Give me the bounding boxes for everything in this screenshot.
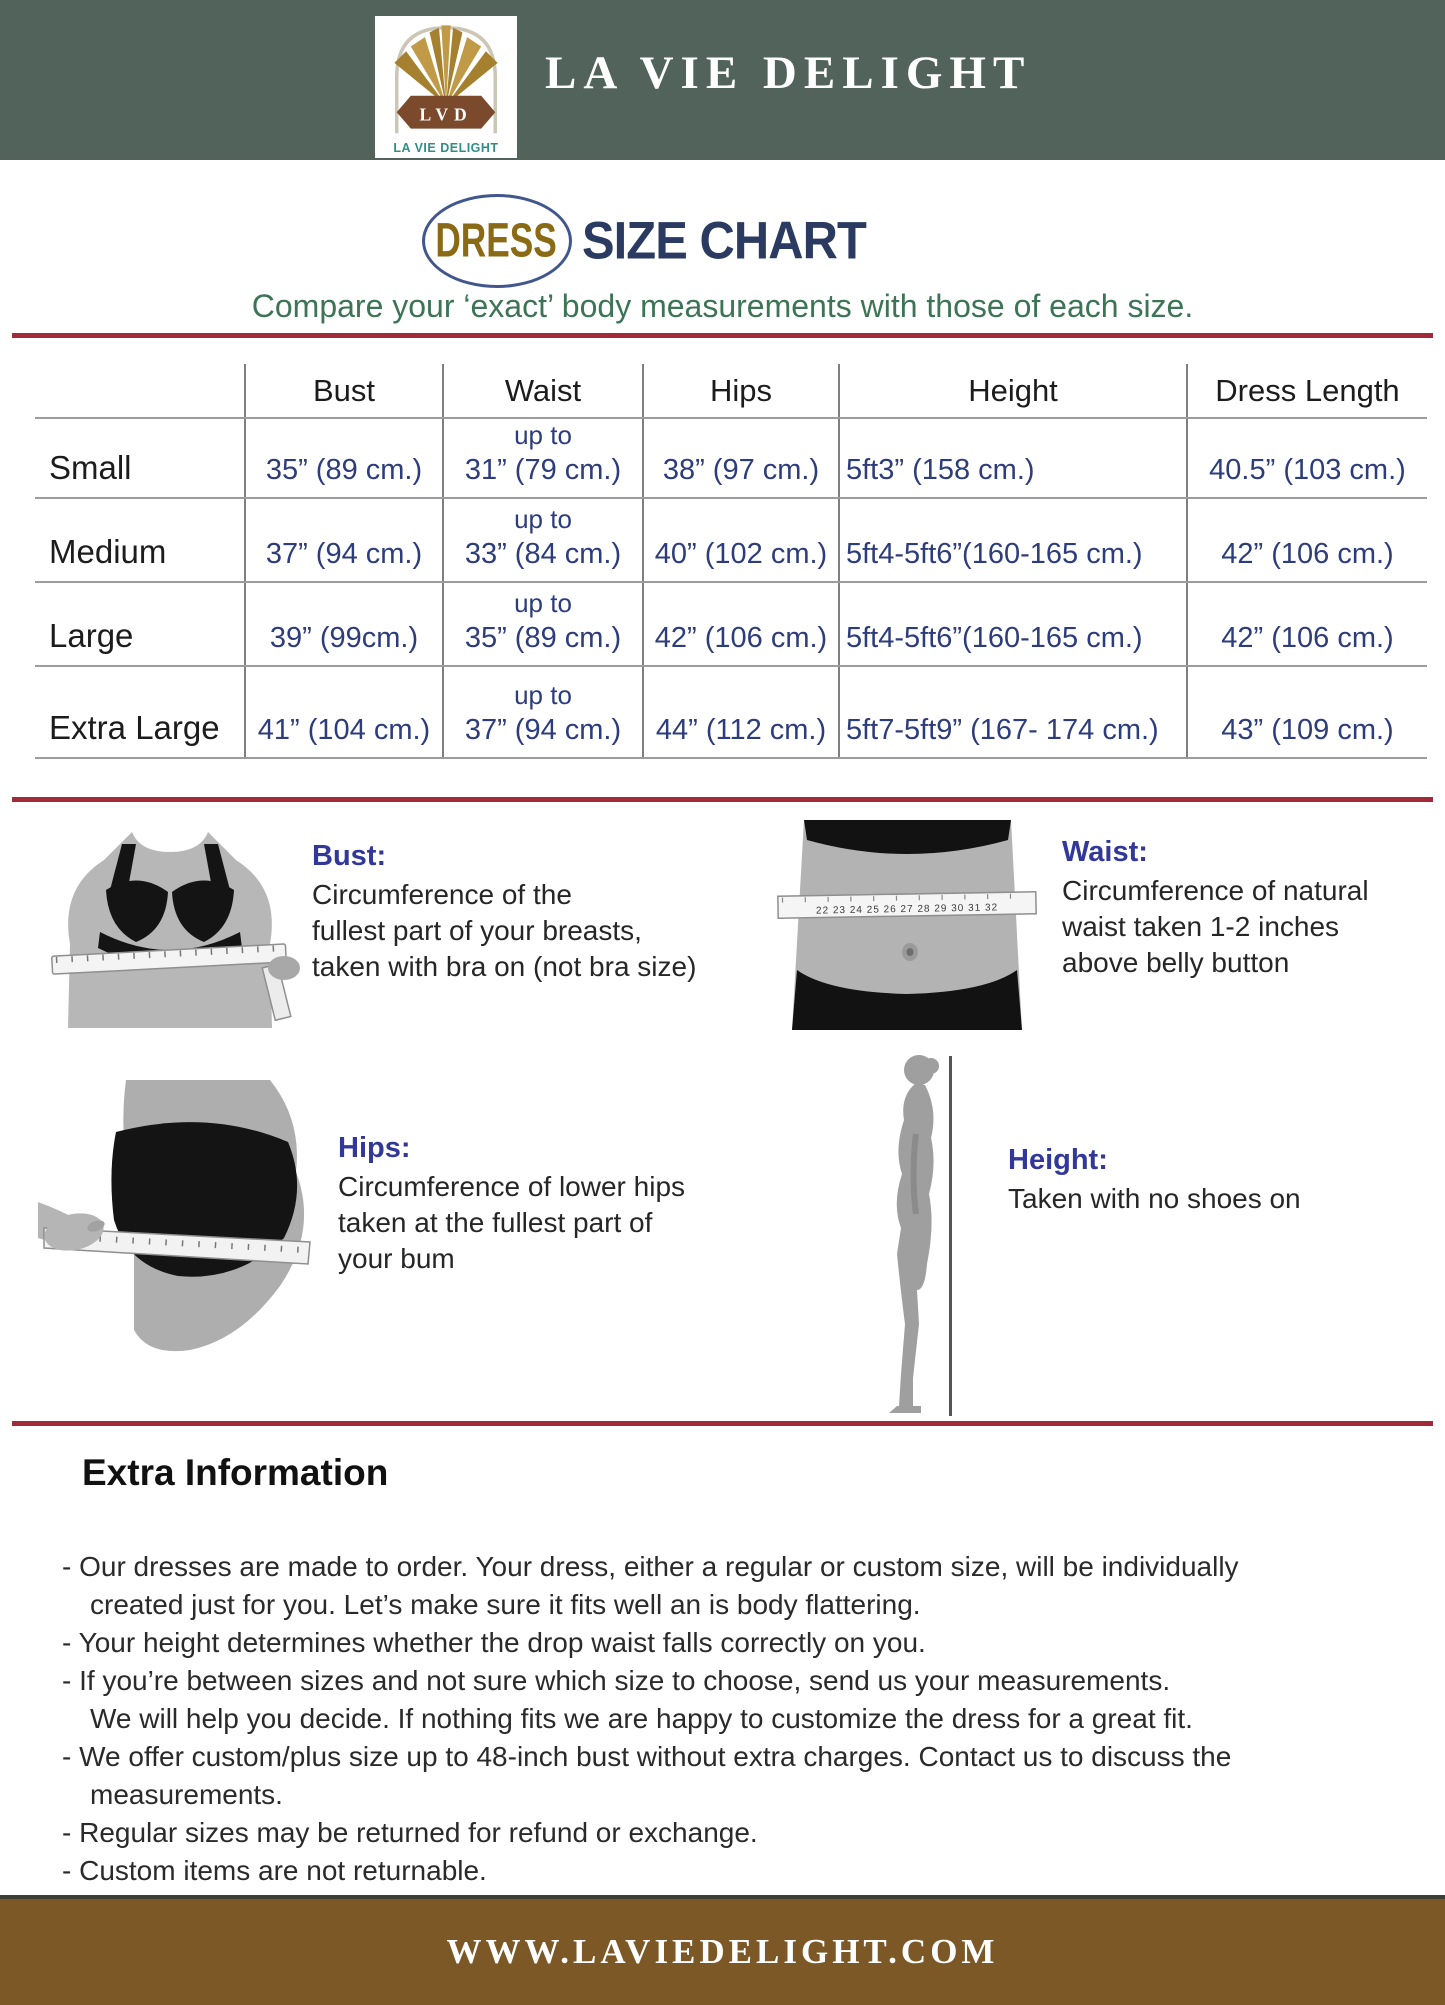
row-label-extra-large: Extra Large (35, 666, 245, 758)
medium-hips: 40” (102 cm.) (643, 498, 839, 582)
large-dress-length: 42” (106 cm.) (1187, 582, 1427, 666)
logo-caption: LA VIE DELIGHT (393, 141, 499, 155)
table-row-small (35, 418, 1427, 498)
height-measure-line (949, 1056, 952, 1416)
table-row-large (35, 582, 1427, 666)
size-table-header-row (35, 364, 1427, 418)
dress-badge-label: DRESS (435, 213, 558, 268)
large-bust: 39” (99cm.) (245, 582, 443, 666)
waist-guide-line: above belly button (1062, 947, 1290, 978)
bust-illustration (40, 826, 302, 1028)
column-header-bust: Bust (245, 364, 443, 418)
extra-large-height: 5ft7-5ft9” (167- 174 cm.) (839, 666, 1187, 758)
medium-height: 5ft4-5ft6”(160-165 cm.) (839, 498, 1187, 582)
extra-info-list (62, 1548, 1412, 1890)
dress-badge (422, 194, 572, 288)
hips-guide-line: Circumference of lower hips (338, 1171, 686, 1202)
bust-guide (312, 840, 782, 985)
extra-large-waist-prefix: up to (514, 680, 572, 710)
bust-guide-label: Bust: (312, 840, 387, 872)
divider-rule-middle (12, 797, 1433, 802)
waist-guide-label: Waist: (1062, 836, 1148, 868)
large-waist-prefix: up to (514, 588, 572, 618)
height-illustration (872, 1052, 958, 1418)
hips-guide (338, 1132, 778, 1277)
extra-info-item: - Custom items are not returnable. (62, 1855, 487, 1886)
extra-info-item: - We offer custom/plus size up to 48-inch bust without extra charges. Contact us to discuss the (62, 1741, 1232, 1772)
medium-waist-value: 33” (84 cm.) (464, 538, 622, 570)
small-bust: 35” (89 cm.) (245, 418, 443, 498)
extra-large-waist (443, 666, 643, 758)
hips-guide-line: taken at the fullest part of (338, 1207, 653, 1238)
medium-dress-length: 42” (106 cm.) (1187, 498, 1427, 582)
size-chart-title: SIZE CHART (581, 211, 866, 271)
large-waist-value: 35” (89 cm.) (464, 622, 622, 654)
bust-guide-line: Circumference of the (312, 879, 572, 910)
large-height: 5ft4-5ft6”(160-165 cm.) (839, 582, 1187, 666)
extra-info-item: - Regular sizes may be returned for refund or exchange. (62, 1817, 758, 1848)
brand-name: LA VIE DELIGHT (545, 47, 1032, 99)
divider-rule-top (12, 333, 1433, 338)
medium-waist (443, 498, 643, 582)
footer (0, 1895, 1445, 2005)
size-table (35, 364, 1427, 759)
height-guide (1008, 1144, 1368, 1217)
small-dress-length: 40.5” (103 cm.) (1187, 418, 1427, 498)
waist-tape-numbers: 22 23 24 25 26 27 28 29 30 31 32 (815, 902, 999, 917)
column-header-dress-length: Dress Length (1187, 364, 1427, 418)
brand-header (0, 0, 1445, 160)
extra-info-item-continued: measurements. (90, 1779, 283, 1810)
bust-guide-line: taken with bra on (not bra size) (312, 951, 697, 982)
table-row-medium (35, 498, 1427, 582)
extra-info-item-continued: We will help you decide. If nothing fits we are happy to customize the dress for a great fit. (90, 1703, 1193, 1734)
waist-guide (1062, 836, 1432, 981)
column-header-waist: Waist (443, 364, 643, 418)
waist-illustration (770, 820, 1046, 1030)
extra-info-item: - Your height determines whether the drop waist falls correctly on you. (62, 1627, 926, 1658)
height-guide-label: Height: (1008, 1144, 1108, 1176)
extra-info-heading: Extra Information (82, 1452, 389, 1493)
extra-large-dress-length: 43” (109 cm.) (1187, 666, 1427, 758)
medium-bust: 37” (94 cm.) (245, 498, 443, 582)
extra-large-hips: 44” (112 cm.) (643, 666, 839, 758)
table-row-extra-large (35, 666, 1427, 758)
waist-guide-line: waist taken 1-2 inches (1062, 911, 1340, 942)
logo-monogram: LVD (419, 104, 473, 125)
extra-large-bust: 41” (104 cm.) (245, 666, 443, 758)
row-label-medium: Medium (35, 498, 245, 582)
large-waist (443, 582, 643, 666)
row-label-large: Large (35, 582, 245, 666)
row-label-small: Small (35, 418, 245, 498)
column-header-hips: Hips (643, 364, 839, 418)
hips-illustration (38, 1080, 334, 1356)
divider-rule-bottom (12, 1421, 1433, 1426)
column-header-blank (35, 364, 245, 418)
small-waist-prefix: up to (514, 420, 572, 450)
small-waist (443, 418, 643, 498)
column-header-height: Height (839, 364, 1187, 418)
hips-guide-line: your bum (338, 1243, 455, 1274)
page-title (0, 194, 1375, 288)
extra-info-item-continued: created just for you. Let’s make sure it fits well an is body flattering. (90, 1589, 921, 1620)
waist-guide-line: Circumference of natural (1062, 875, 1369, 906)
hips-guide-label: Hips: (338, 1132, 411, 1164)
subtitle: Compare your ‘exact’ body measurements with those of each size. (251, 288, 1194, 324)
extra-info-item: - If you’re between sizes and not sure which size to choose, send us your measurements. (62, 1665, 1171, 1696)
bust-guide-line: fullest part of your breasts, (312, 915, 642, 946)
brand-logo (375, 16, 517, 158)
extra-info-item: - Our dresses are made to order. Your dress, either a regular or custom size, will be individually (62, 1551, 1239, 1582)
extra-large-waist-value: 37” (94 cm.) (464, 714, 622, 746)
height-guide-line: Taken with no shoes on (1008, 1183, 1301, 1214)
website-url: WWW.LAVIEDELIGHT.COM (446, 1932, 999, 1971)
small-waist-value: 31” (79 cm.) (464, 454, 622, 486)
small-hips: 38” (97 cm.) (643, 418, 839, 498)
small-height: 5ft3” (158 cm.) (839, 418, 1187, 498)
medium-waist-prefix: up to (514, 504, 572, 534)
logo-emblem-icon (375, 16, 517, 138)
large-hips: 42” (106 cm.) (643, 582, 839, 666)
